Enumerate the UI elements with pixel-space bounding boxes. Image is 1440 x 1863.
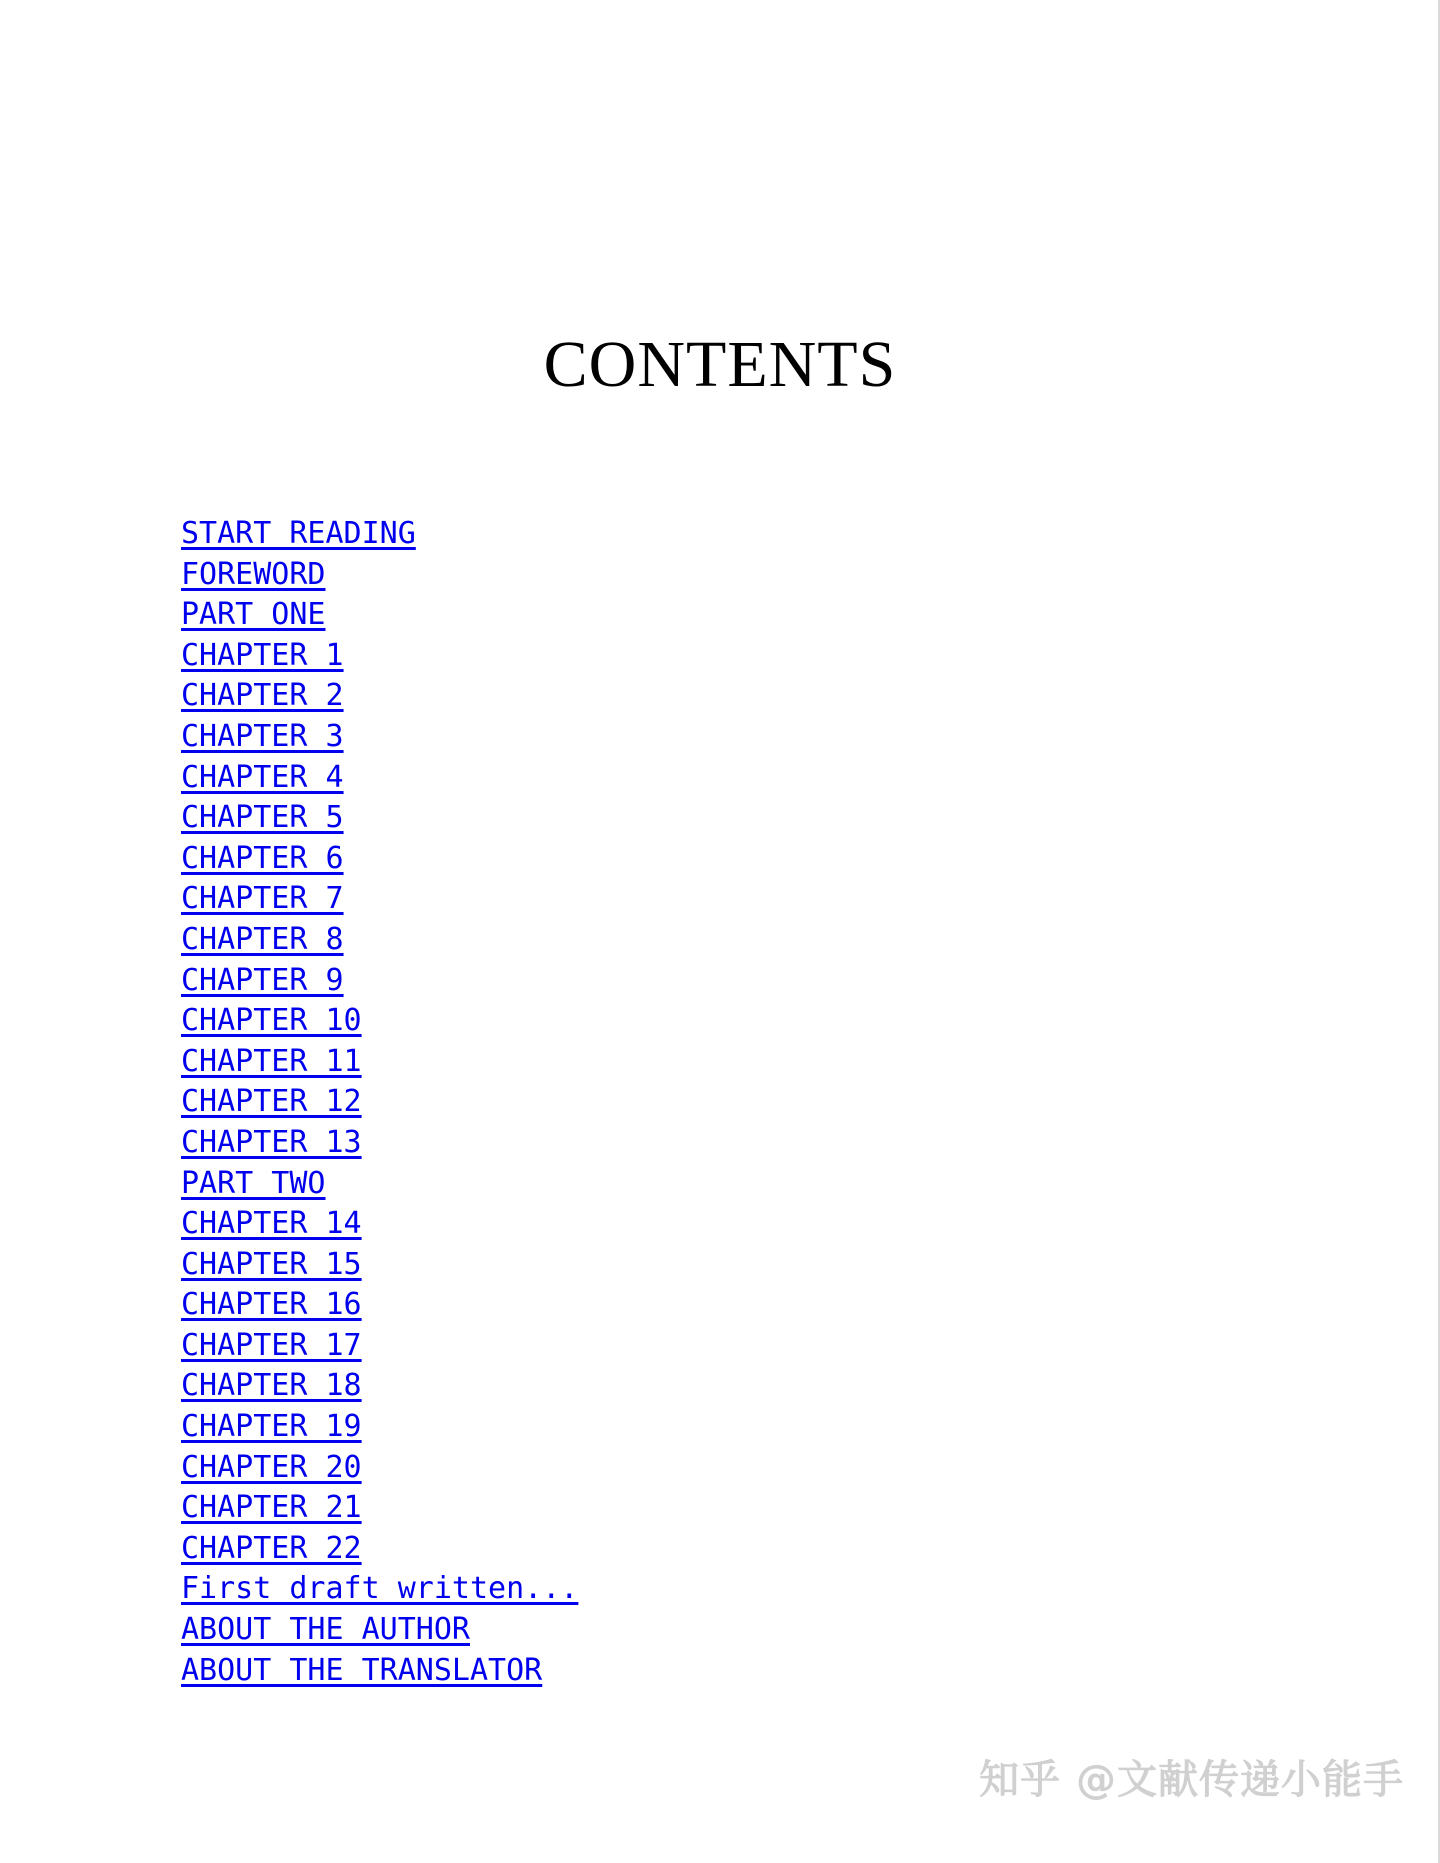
toc-item [181, 1529, 578, 1570]
toc-link[interactable]: ABOUT THE TRANSLATOR [181, 1652, 543, 1688]
toc-item [181, 1082, 578, 1123]
toc-item [181, 961, 578, 1002]
watermark-text: 知乎 @文献传递小能手 [979, 1757, 1404, 1803]
table-of-contents [181, 514, 578, 1691]
toc-link[interactable]: CHAPTER 22 [181, 1530, 362, 1566]
toc-link[interactable]: CHAPTER 14 [181, 1206, 362, 1242]
toc-item [181, 717, 578, 758]
toc-item [181, 555, 578, 596]
toc-link[interactable]: CHAPTER 3 [181, 718, 344, 754]
page-title: CONTENTS [543, 328, 897, 401]
toc-item [181, 1488, 578, 1529]
toc-link[interactable]: ABOUT THE AUTHOR [181, 1612, 470, 1648]
toc-link[interactable]: CHAPTER 8 [181, 921, 344, 957]
toc-link[interactable]: CHAPTER 17 [181, 1327, 362, 1363]
toc-link[interactable]: CHAPTER 1 [181, 637, 344, 673]
toc-item [181, 1285, 578, 1326]
toc-item [181, 595, 578, 636]
toc-item [181, 1245, 578, 1286]
toc-item [181, 514, 578, 555]
toc-item [181, 920, 578, 961]
toc-link[interactable]: CHAPTER 6 [181, 840, 344, 876]
toc-item [181, 1651, 578, 1692]
toc-link[interactable]: First draft written... [181, 1571, 579, 1607]
toc-link[interactable]: CHAPTER 16 [181, 1287, 362, 1323]
toc-item [181, 1042, 578, 1083]
toc-link[interactable]: CHAPTER 19 [181, 1409, 362, 1445]
toc-link[interactable]: CHAPTER 7 [181, 881, 344, 917]
toc-link[interactable]: CHAPTER 20 [181, 1449, 362, 1485]
toc-link[interactable]: CHAPTER 10 [181, 1003, 362, 1039]
toc-link[interactable]: CHAPTER 2 [181, 678, 344, 714]
toc-item [181, 839, 578, 880]
toc-item [181, 758, 578, 799]
toc-link[interactable]: CHAPTER 12 [181, 1084, 362, 1120]
toc-item [181, 879, 578, 920]
toc-item [181, 636, 578, 677]
toc-link[interactable]: CHAPTER 5 [181, 800, 344, 836]
toc-item [181, 1204, 578, 1245]
toc-item [181, 1326, 578, 1367]
toc-link[interactable]: START READING [181, 516, 416, 551]
toc-item [181, 1123, 578, 1164]
toc-link[interactable]: CHAPTER 21 [181, 1490, 362, 1526]
toc-item [181, 1569, 578, 1610]
toc-link[interactable]: PART TWO [181, 1165, 326, 1201]
toc-item [181, 1407, 578, 1448]
toc-link[interactable]: PART ONE [181, 597, 326, 633]
toc-link[interactable]: CHAPTER 13 [181, 1124, 362, 1160]
toc-link[interactable]: CHAPTER 15 [181, 1246, 362, 1282]
toc-item [181, 676, 578, 717]
toc-item [181, 798, 578, 839]
toc-link[interactable]: CHAPTER 9 [181, 962, 344, 998]
toc-item [181, 1448, 578, 1489]
toc-link[interactable]: CHAPTER 18 [181, 1368, 362, 1404]
toc-item [181, 1164, 578, 1205]
toc-item [181, 1610, 578, 1651]
toc-item [181, 1366, 578, 1407]
toc-link[interactable]: CHAPTER 4 [181, 759, 344, 795]
toc-link[interactable]: CHAPTER 11 [181, 1043, 362, 1079]
toc-link[interactable]: FOREWORD [181, 556, 326, 592]
toc-item [181, 1001, 578, 1042]
